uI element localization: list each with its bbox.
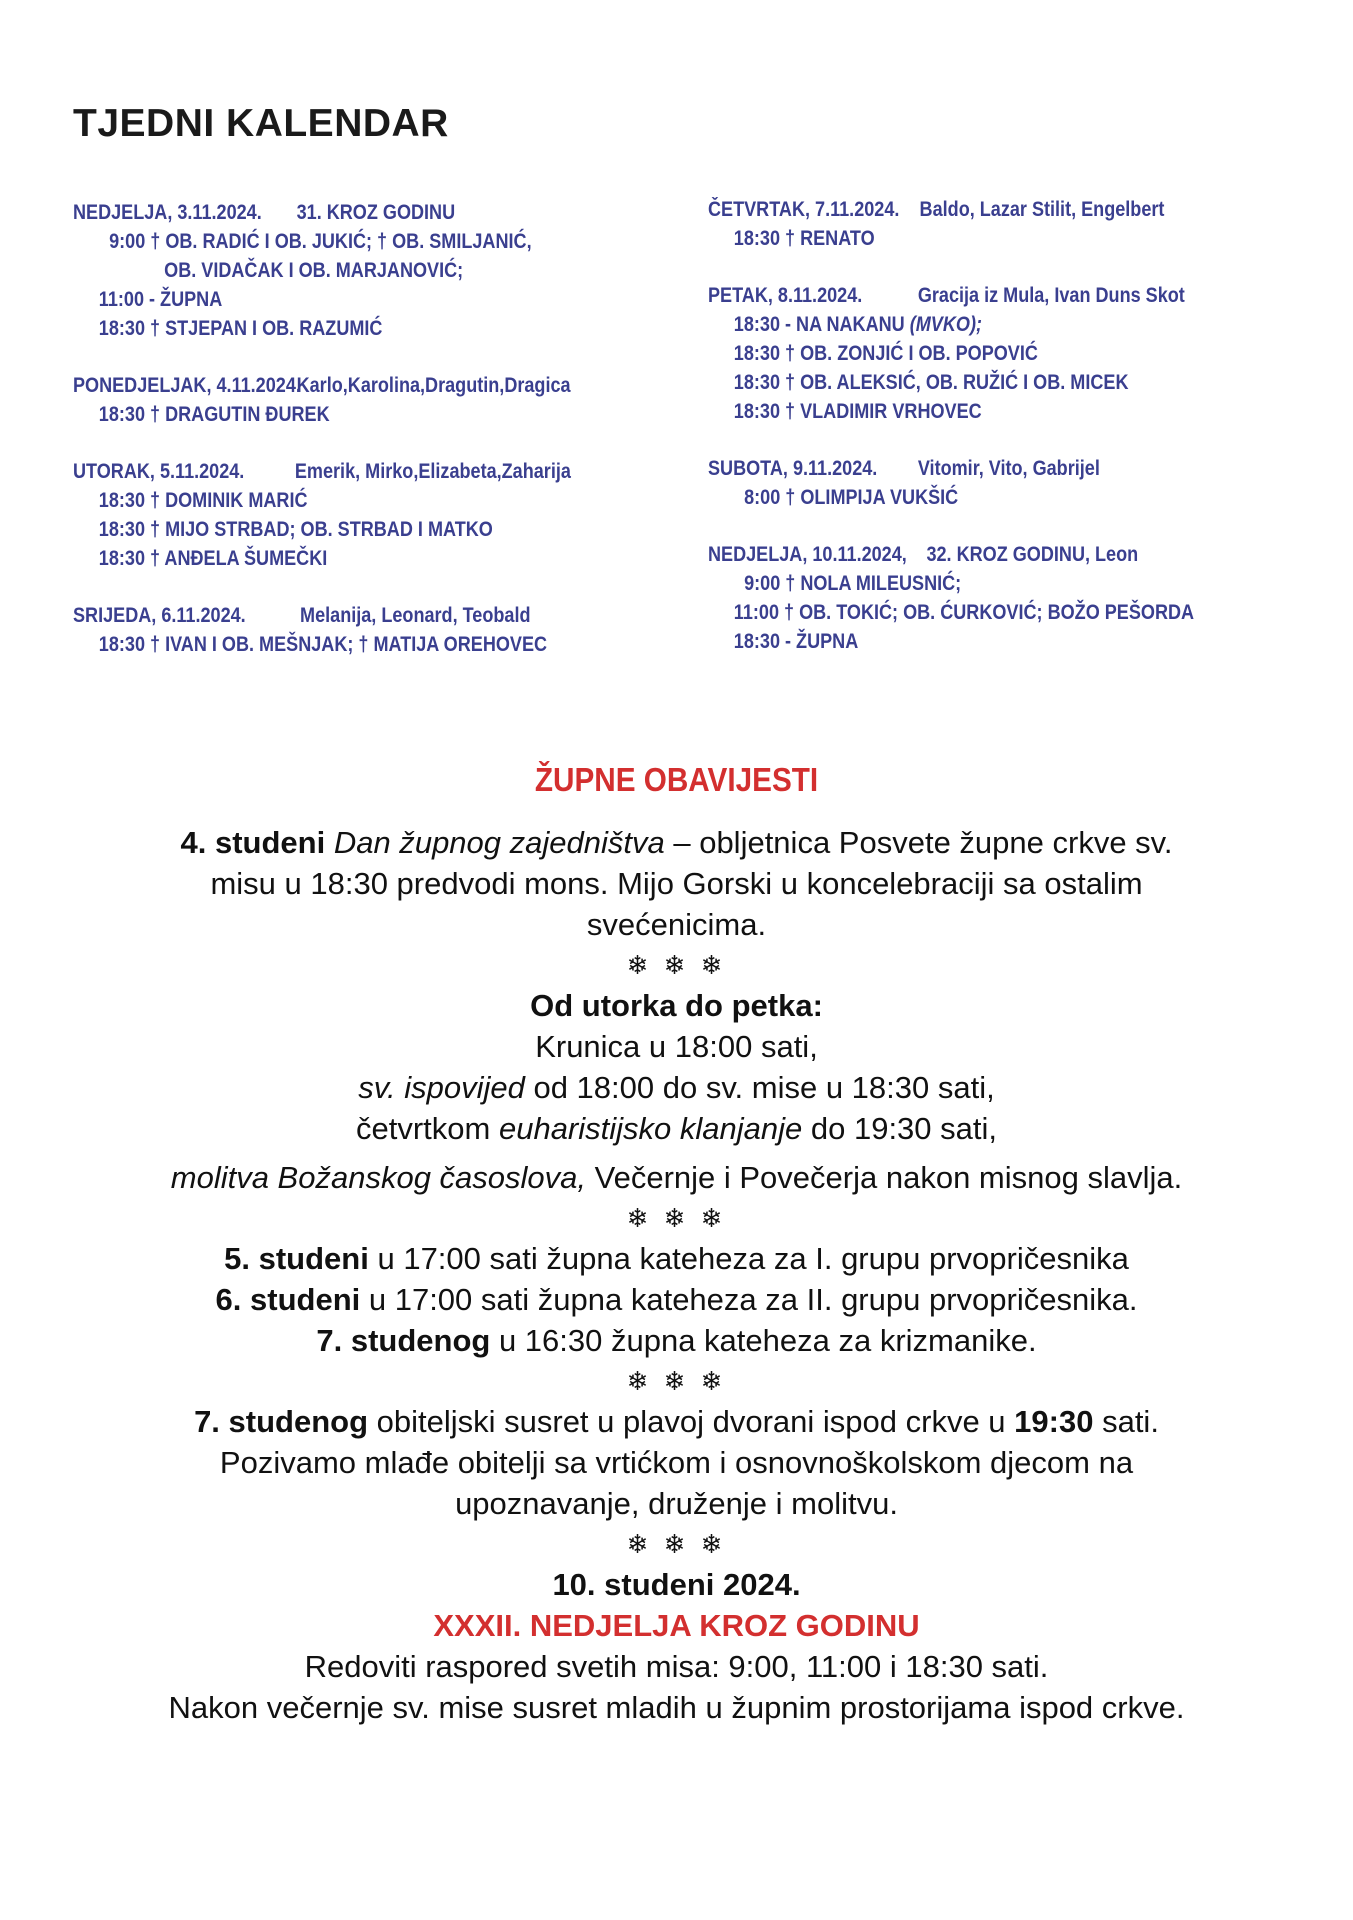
day-saints: 32. KROZ GODINU, Leon (926, 543, 1139, 566)
day-date: UTORAK, 5.11.2024. (73, 460, 245, 483)
mass-line: 18:30 † VLADIMIR VRHOVEC (733, 400, 982, 423)
announcement-line: svećenicima. (586, 907, 767, 942)
parish-announcements (60, 758, 1293, 1728)
announcement-text: Večernje i Povečerja nakon misnog slavlja. (586, 1160, 1183, 1195)
announcement-date: 7. studenog (316, 1323, 491, 1358)
day-date: PETAK, 8.11.2024. (708, 284, 863, 307)
calendar-day (73, 457, 675, 573)
mass-line: 9:00 † OB. RADIĆ I OB. JUKIĆ; † OB. SMILJANIĆ, (109, 230, 532, 253)
day-header (708, 281, 1241, 310)
day-saints: Vitomir, Vito, Gabrijel (917, 457, 1100, 480)
day-header (73, 601, 675, 630)
announcement-line: Redoviti raspored svetih misa: 9:00, 11:00 i 18:30 sati. (304, 1649, 1049, 1684)
day-header (708, 454, 1241, 483)
page-title: TJEDNI KALENDAR (73, 102, 449, 145)
announcement-italic: sv. ispovijed (358, 1070, 525, 1105)
announcement-line: Krunica u 18:00 sati, (535, 1029, 818, 1064)
announcement-text: sati. (1093, 1404, 1159, 1439)
day-date: ČETVRTAK, 7.11.2024. (708, 198, 900, 221)
announcement-text: u 17:00 sati župna kateheza za II. grupu prvopričesnika. (360, 1282, 1138, 1317)
mass-line: 11:00 - ŽUPNA (98, 288, 223, 311)
day-header (708, 540, 1241, 569)
day-date: PONEDJELJAK, 4.11.2024. (73, 374, 301, 397)
day-header (73, 457, 675, 486)
mass-line: 18:30 † DRAGUTIN ĐUREK (98, 403, 330, 426)
announcement-date: 4. studeni (180, 825, 326, 860)
day-date: NEDJELJA, 3.11.2024. (73, 201, 262, 224)
calendar-day (73, 601, 675, 659)
day-date: NEDJELJA, 10.11.2024, (708, 543, 907, 566)
snowflake-divider: ❄ ❄ ❄ (626, 1366, 727, 1396)
announcement-line (60, 1157, 1293, 1198)
day-saints: Gracija iz Mula, Ivan Duns Skot (917, 284, 1185, 307)
announcements-title: ŽUPNE OBAVIJESTI (534, 761, 819, 798)
calendar-left-column (73, 198, 675, 687)
calendar-right-column (708, 195, 1241, 684)
mass-line: 18:30 † ANĐELA ŠUMEČKI (98, 547, 328, 570)
calendar-day (708, 195, 1241, 253)
announcement-line (60, 1108, 1293, 1149)
announcement-text: – obljetnica Posvete župne crkve sv. (664, 825, 1173, 860)
day-header (73, 371, 675, 400)
announcement-date: 7. studenog (194, 1404, 369, 1439)
mass-line: OB. VIDAČAK I OB. MARJANOVIĆ; (164, 259, 464, 282)
announcement-line (60, 1279, 1293, 1320)
mass-line: 9:00 † NOLA MILEUSNIĆ; (744, 572, 962, 595)
announcement-italic: Dan župnog zajedništva (333, 825, 665, 860)
announcement-time: 19:30 (1014, 1404, 1094, 1439)
day-saints: 31. KROZ GODINU (296, 201, 456, 224)
announcement-line: upoznavanje, druženje i molitvu. (455, 1486, 898, 1521)
mass-line-text: 18:30 - NA NAKANU (733, 313, 910, 336)
mass-line: 18:30 † RENATO (733, 227, 875, 250)
mass-line: 18:30 † MIJO STRBAD; OB. STRBAD I MATKO (98, 518, 493, 541)
mass-line: 18:30 † IVAN I OB. MEŠNJAK; † MATIJA OREHOVEC (98, 633, 548, 656)
announcement-date: 6. studeni (215, 1282, 361, 1317)
calendar-day (708, 281, 1241, 426)
calendar-day (708, 540, 1241, 656)
day-saints: Karlo,Karolina,Dragutin,Dragica (296, 374, 571, 397)
announcement-text: do 19:30 sati, (802, 1111, 997, 1146)
snowflake-divider: ❄ ❄ ❄ (626, 1529, 727, 1559)
day-saints: Emerik, Mirko,Elizabeta,Zaharija (294, 460, 571, 483)
announcement-line: Pozivamo mlađe obitelji sa vrtićkom i osnovnoškolskom djecom na (219, 1445, 1134, 1480)
announcement-italic: euharistijsko klanjanje (498, 1111, 803, 1146)
mass-line-italic: (MVKO); (909, 313, 982, 336)
mass-line: 18:30 † OB. ALEKSIĆ, OB. RUŽIĆ I OB. MICEK (733, 371, 1129, 394)
calendar-day (708, 454, 1241, 512)
day-saints: Baldo, Lazar Stilit, Engelbert (919, 198, 1165, 221)
announcement-sunday-title: XXXII. NEDJELJA KROZ GODINU (433, 1608, 920, 1643)
announcement-heading: Od utorka do petka: (530, 988, 823, 1023)
snowflake-divider: ❄ ❄ ❄ (626, 1203, 727, 1233)
snowflake-divider: ❄ ❄ ❄ (626, 950, 727, 980)
mass-line: 11:00 † OB. TOKIĆ; OB. ĆURKOVIĆ; BOŽO PEŠORDA (733, 601, 1195, 624)
day-date: SUBOTA, 9.11.2024. (708, 457, 878, 480)
announcement-line: Nakon večernje sv. mise susret mladih u župnim prostorijama ispod crkve. (168, 1690, 1185, 1725)
day-header (708, 195, 1241, 224)
announcement-line (60, 1067, 1293, 1108)
mass-line: 18:30 † STJEPAN I OB. RAZUMIĆ (98, 317, 383, 340)
mass-line: 8:00 † OLIMPIJA VUKŠIĆ (744, 486, 959, 509)
announcement-date: 5. studeni (224, 1241, 369, 1276)
mass-line: 18:30 † DOMINIK MARIĆ (98, 489, 308, 512)
announcement-text: u 16:30 župna kateheza za krizmanike. (490, 1323, 1037, 1358)
announcement-date-heading: 10. studeni 2024. (552, 1567, 801, 1602)
announcement-text: četvrtkom (356, 1111, 499, 1146)
announcement-italic: molitva Božanskog časoslova, (170, 1160, 587, 1195)
mass-line (708, 310, 1241, 339)
calendar-day (73, 198, 675, 343)
announcement-line (60, 1401, 1293, 1442)
day-saints: Melanija, Leonard, Teobald (300, 604, 531, 627)
announcement-line (60, 822, 1293, 863)
mass-line: 18:30 † OB. ZONJIĆ I OB. POPOVIĆ (733, 342, 1038, 365)
announcement-line (60, 1238, 1293, 1279)
announcement-text: u 17:00 sati župna kateheza za I. grupu prvopričesnika (368, 1241, 1129, 1276)
mass-line: 18:30 - ŽUPNA (733, 630, 859, 653)
day-date: SRIJEDA, 6.11.2024. (73, 604, 246, 627)
announcement-text: obiteljski susret u plavoj dvorani ispod crkve u (368, 1404, 1015, 1439)
announcement-line (60, 1320, 1293, 1361)
calendar-day (73, 371, 675, 429)
day-header (73, 198, 675, 227)
announcement-text: od 18:00 do sv. mise u 18:30 sati, (524, 1070, 995, 1105)
announcement-line: misu u 18:30 predvodi mons. Mijo Gorski u koncelebraciji sa ostalim (210, 866, 1143, 901)
